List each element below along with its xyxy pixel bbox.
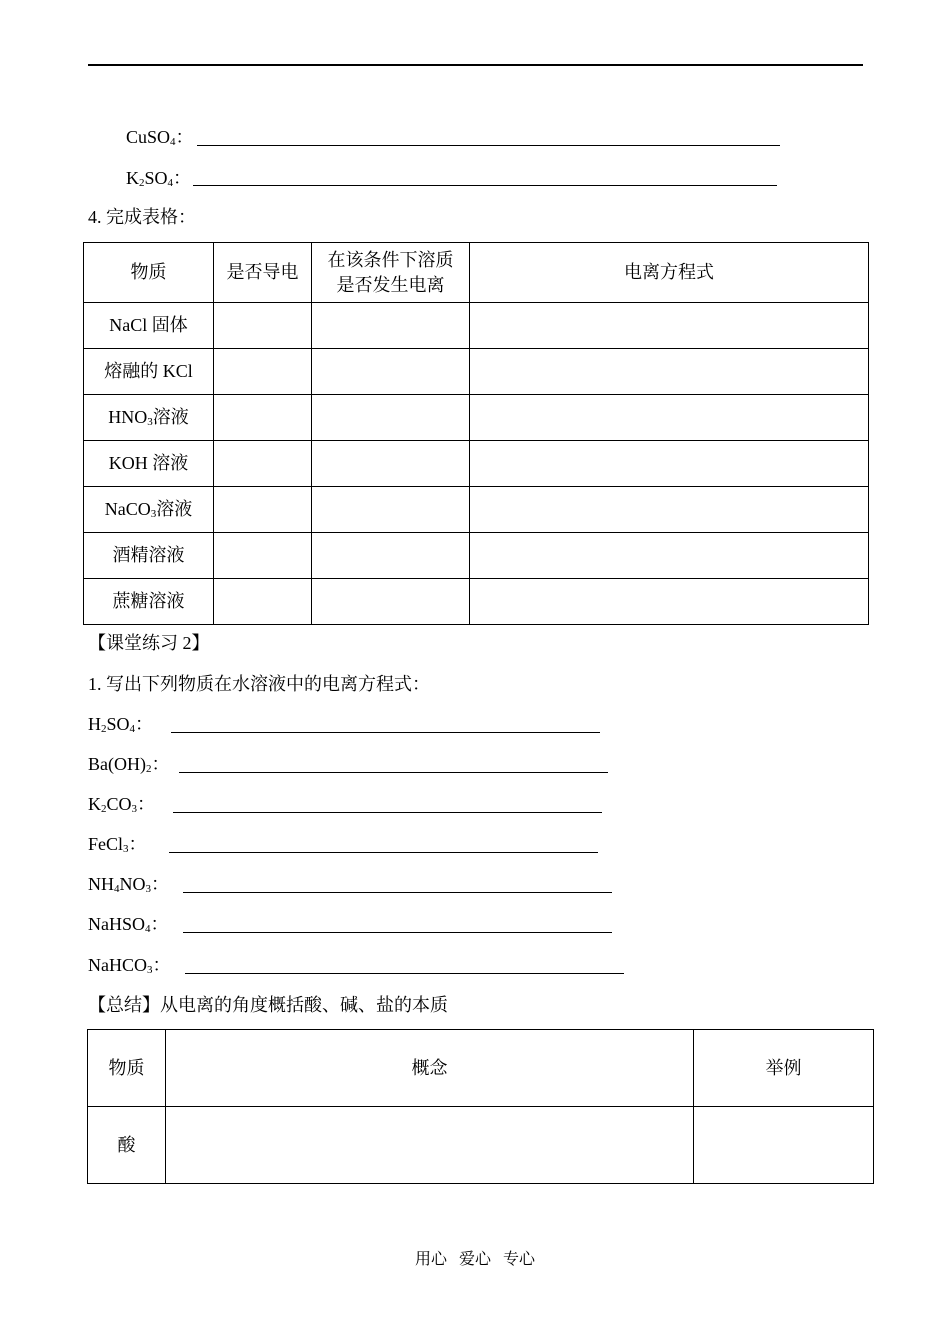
- row-substance: 熔融的 KCl: [84, 349, 214, 395]
- answer-cell[interactable]: [312, 441, 470, 487]
- answer-cell[interactable]: [694, 1107, 874, 1184]
- page-footer: [0, 1246, 950, 1269]
- row-substance: 酒精溶液: [84, 533, 214, 579]
- formula-k2co3: $K_2CO_3$：: [88, 794, 156, 815]
- answer-cell[interactable]: [312, 487, 470, 533]
- answer-blank[interactable]: [185, 973, 624, 974]
- header-rule: [88, 64, 863, 66]
- electrolyte-table: [83, 242, 869, 625]
- row-substance: NaCl 固体: [84, 303, 214, 349]
- footer-text: 用心: [414, 1251, 447, 1268]
- answer-cell[interactable]: [470, 395, 869, 441]
- table-row: [84, 533, 869, 579]
- formula-nh4no3: $NH_4NO_3$：: [88, 874, 169, 895]
- answer-cell[interactable]: [214, 441, 312, 487]
- answer-cell[interactable]: [470, 487, 869, 533]
- answer-blank[interactable]: [193, 185, 777, 186]
- answer-cell[interactable]: [312, 349, 470, 395]
- answer-cell[interactable]: [214, 533, 312, 579]
- answer-blank[interactable]: [183, 932, 612, 933]
- summary-table: [87, 1029, 874, 1184]
- answer-blank[interactable]: [179, 772, 608, 773]
- question-4-title: 4. 完成表格：: [88, 207, 196, 227]
- header-equation: 电离方程式: [470, 243, 869, 303]
- answer-cell[interactable]: [214, 395, 312, 441]
- footer-text: 专心: [503, 1251, 536, 1268]
- answer-cell[interactable]: [312, 395, 470, 441]
- practice-2-title: 【课堂练习 2】: [88, 633, 210, 653]
- answer-cell[interactable]: [470, 303, 869, 349]
- table-row: [88, 1107, 874, 1184]
- header-ionized: 在该条件下溶质 是否发生电离: [312, 243, 470, 303]
- summary-title: 【总结】从电离的角度概括酸、碱、盐的本质: [88, 995, 448, 1015]
- formula-baoh2: $Ba(OH)_2$：: [88, 754, 170, 775]
- table-row: [84, 579, 869, 625]
- formula-fecl3: FeCl$_3$：: [88, 834, 147, 855]
- row-substance: NaCO$_3$溶液: [84, 487, 214, 533]
- header-substance: 物质: [84, 243, 214, 303]
- footer-text: 爱心: [458, 1251, 491, 1268]
- header-conductive: 是否导电: [214, 243, 312, 303]
- answer-cell[interactable]: [312, 533, 470, 579]
- answer-cell[interactable]: [470, 441, 869, 487]
- table-header-row: [84, 243, 869, 303]
- answer-cell[interactable]: [214, 579, 312, 625]
- answer-cell[interactable]: [312, 303, 470, 349]
- answer-blank[interactable]: [197, 145, 780, 146]
- answer-cell[interactable]: [470, 579, 869, 625]
- answer-cell[interactable]: [470, 533, 869, 579]
- header-concept: 概念: [166, 1030, 694, 1107]
- answer-cell[interactable]: [470, 349, 869, 395]
- table-row: [84, 441, 869, 487]
- answer-cell[interactable]: [214, 349, 312, 395]
- formula-k2so4: $K_2SO_4$：: [126, 168, 192, 189]
- row-substance: KOH 溶液: [84, 441, 214, 487]
- answer-blank[interactable]: [173, 812, 602, 813]
- answer-blank[interactable]: [169, 852, 598, 853]
- table-row: [84, 349, 869, 395]
- row-substance: 酸: [88, 1107, 166, 1184]
- answer-cell[interactable]: [214, 303, 312, 349]
- answer-cell[interactable]: [166, 1107, 694, 1184]
- row-substance: $HNO_3$溶液: [84, 395, 214, 441]
- table-row: [84, 487, 869, 533]
- answer-cell[interactable]: [214, 487, 312, 533]
- formula-nahso4: NaHSO$_4$：: [88, 914, 169, 935]
- formula-nahco3: NaHCO$_3$：: [88, 955, 171, 976]
- table-header-row: [88, 1030, 874, 1107]
- table-row: [84, 303, 869, 349]
- formula-h2so4: $H_2SO_4$：: [88, 714, 154, 735]
- answer-blank[interactable]: [183, 892, 612, 893]
- table-row: [84, 395, 869, 441]
- practice-2-question-1: 1. 写出下列物质在水溶液中的电离方程式：: [88, 674, 430, 694]
- answer-cell[interactable]: [312, 579, 470, 625]
- formula-cuso4: CuSO$_4$：: [126, 127, 194, 148]
- header-substance: 物质: [88, 1030, 166, 1107]
- row-substance: 蔗糖溶液: [84, 579, 214, 625]
- answer-blank[interactable]: [171, 732, 600, 733]
- header-example: 举例: [694, 1030, 874, 1107]
